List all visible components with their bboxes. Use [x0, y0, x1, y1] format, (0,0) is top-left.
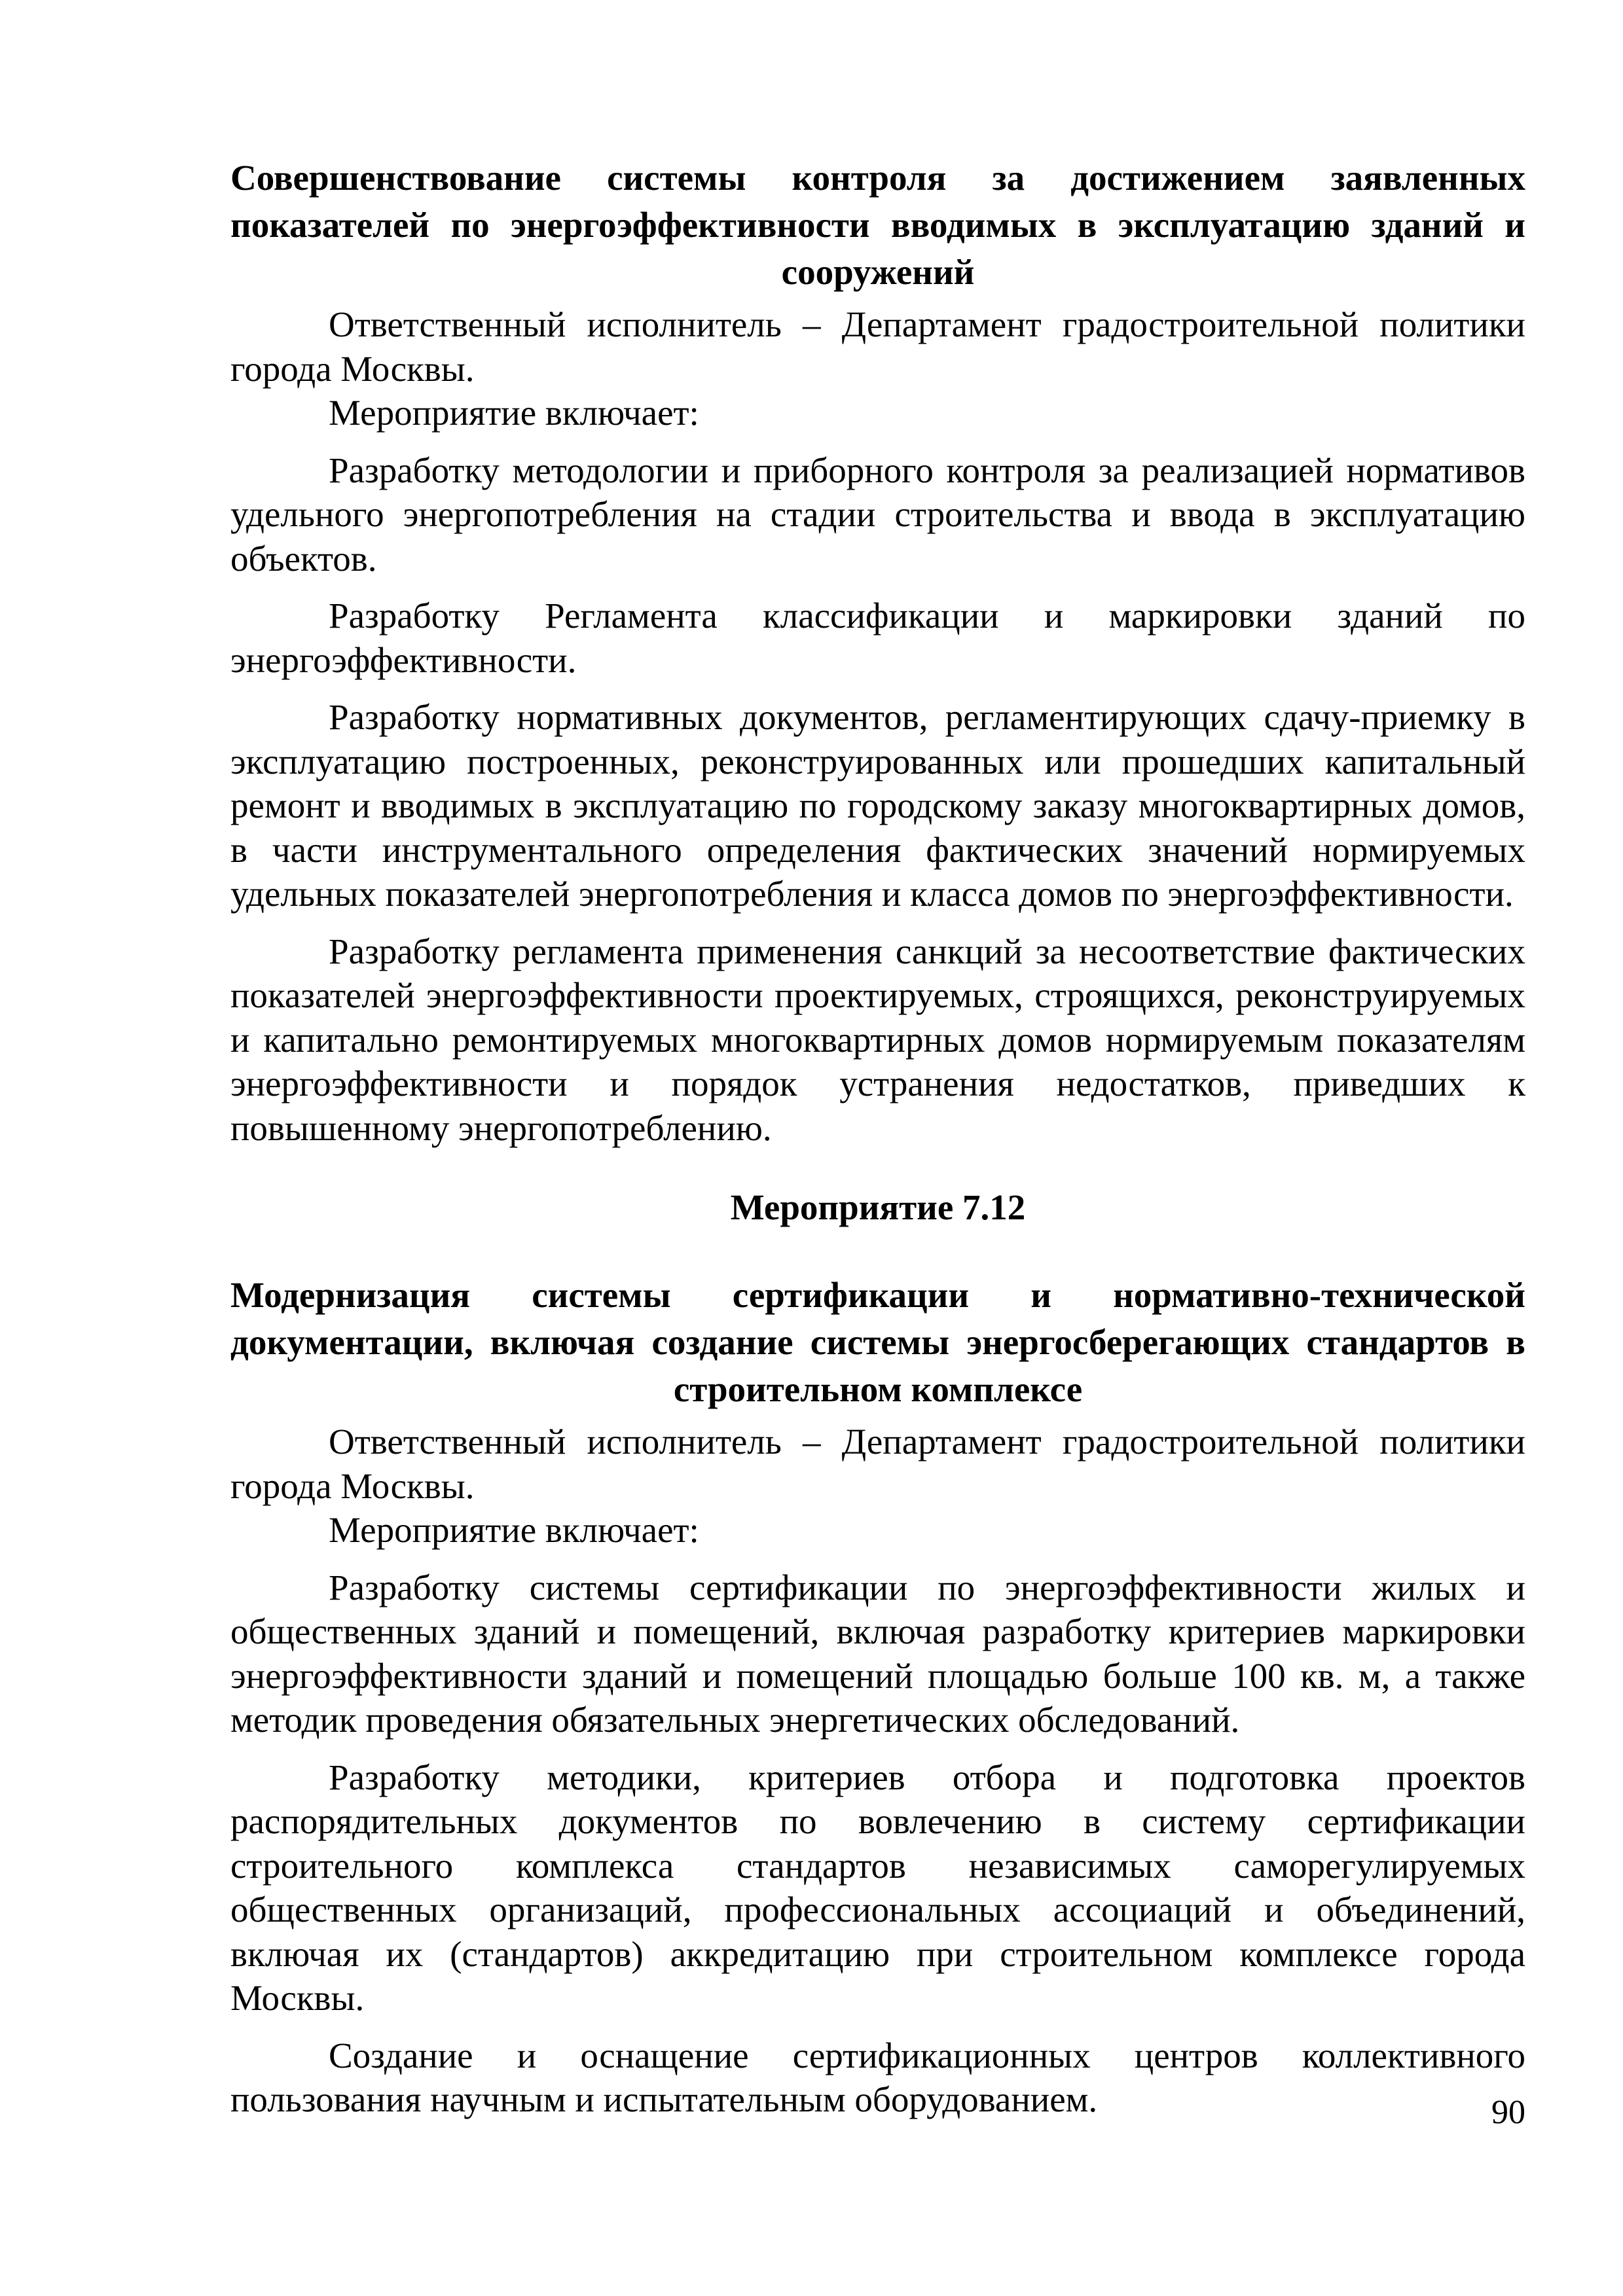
- list-item: Разработку методики, критериев отбора и подготовка проектов распорядительных документов по вовлечению в систему сертификации строительного комплекса стандартов независимых саморегулируемых общественных организаций, профессиональных ассоциаций и объединений, включая их (стандартов) аккредитацию при строительном комплексе города Москвы.: [230, 1757, 1525, 2018]
- list-item: Разработку Регламента классификации и маркировки зданий по энергоэффективности.: [230, 596, 1525, 680]
- list-item: Разработку нормативных документов, регламентирующих сдачу-приемку в эксплуатацию построенных, реконструированных или прошедших капитальный ремонт и вводимых в эксплуатацию по городскому заказу многоквартирных домов, в части инструментального определения фактических значений нормируемых удельных показателей энергопотребления и класса домов по энергоэффективности.: [230, 697, 1525, 914]
- list-item: Создание и оснащение сертификационных центров коллективного пользования научным и испытательным оборудованием.: [230, 2035, 1525, 2119]
- measure-includes-1: Мероприятие включает:: [329, 393, 699, 433]
- list-item: Разработку системы сертификации по энергоэффективности жилых и общественных зданий и помещений, включая разработку критериев маркировки энергоэффективности зданий и помещений площадью больше 100 кв. м, а также методик проведения обязательных энергетических обследований.: [230, 1567, 1525, 1740]
- list-item: Разработку регламента применения санкций за несоответствие фактических показателей энергоэффективности проектируемых, строящихся, реконструируемых и капитально ремонтируемых многоквартирных домов нормируемым показателям энергоэффективности и порядок устранения недостатков, приведших к повышенному энергопотреблению.: [230, 931, 1525, 1148]
- list-item: Разработку методологии и приборного контроля за реализацией нормативов удельного энергопотребления на стадии строительства и ввода в эксплуатацию объектов.: [230, 450, 1525, 579]
- responsible-executor-2: Ответственный исполнитель – Департамент градостроительной политики города Москвы.: [230, 1422, 1525, 1506]
- measure-title: Мероприятие 7.12: [730, 1187, 1026, 1227]
- page-number: 90: [1491, 2094, 1525, 2131]
- responsible-executor-1: Ответственный исполнитель – Департамент градостроительной политики города Москвы.: [230, 304, 1525, 389]
- measure-includes-2: Мероприятие включает:: [329, 1510, 699, 1550]
- document-page: [230, 154, 1525, 2122]
- heading-certification-modernization: Модернизация системы сертификации и нормативно-технической документации, включая создание системы энергосберегающих стандартов в строительном комплексе: [230, 1275, 1525, 1409]
- heading-energy-efficiency-control: Совершенствование системы контроля за достижением заявленных показателей по энергоэффективности вводимых в эксплуатацию зданий и сооружений: [230, 158, 1525, 292]
